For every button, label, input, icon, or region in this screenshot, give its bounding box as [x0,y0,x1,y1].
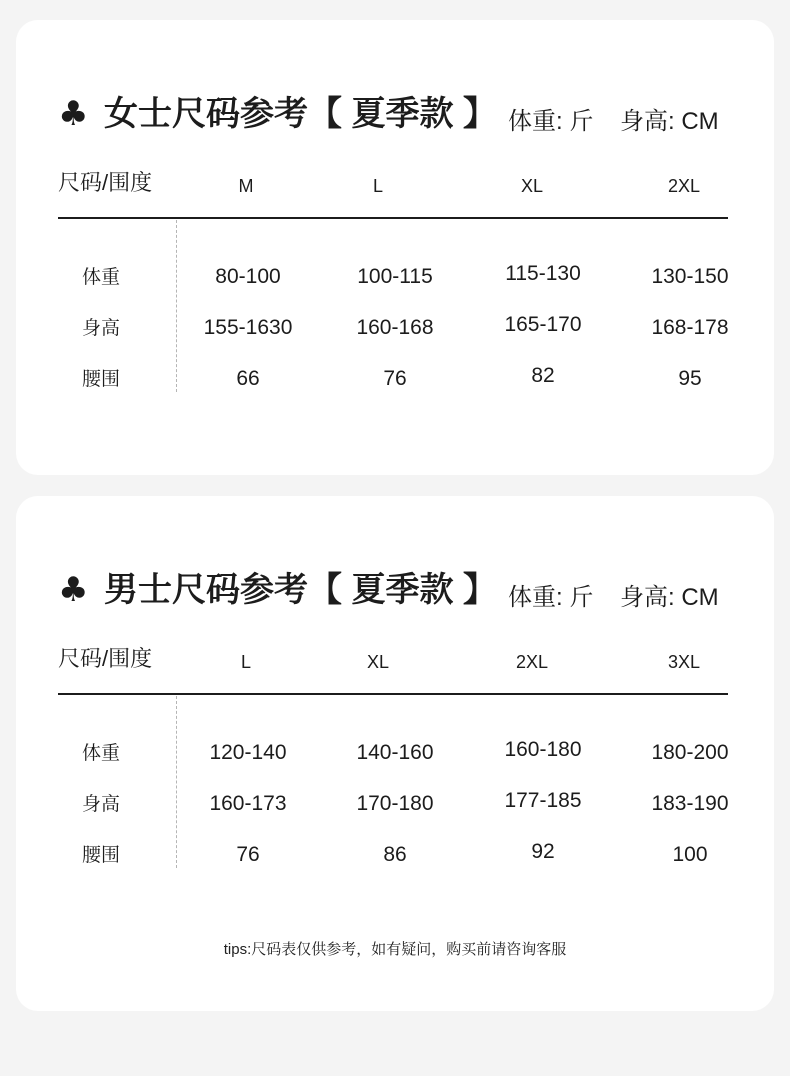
women-size-card [16,20,774,475]
table-cell: 130-150 [651,265,729,288]
table-cell: 165-170 [504,313,582,336]
club-icon: ♣ [58,94,89,134]
table-cell: 168-178 [651,316,729,339]
weight-unit: 体重: 斤 [508,584,594,611]
table-cell: 170-180 [356,792,434,815]
size-header: L [240,652,251,672]
tips-note: tips:尺码表仅供参考，如有疑问，购买前请咨询客服 [223,941,567,958]
size-header: 2XL [667,176,701,196]
table-cell: 100-115 [357,265,433,288]
table-cell: 115-130 [505,262,581,285]
table-cell: 80-100 [215,265,281,288]
size-header: 2XL [515,652,549,672]
row-label-weight: 体重 [81,267,120,288]
row-label-height: 身高 [81,318,120,339]
table-cell: 160-173 [209,792,287,815]
table-cell: 86 [383,843,407,866]
row-label-waist: 腰围 [81,369,120,390]
table-cell: 177-185 [504,789,582,812]
table-cell: 180-200 [651,741,729,764]
table-cell: 120-140 [209,741,287,764]
size-header: XL [366,652,390,672]
row-label-weight: 体重 [81,743,120,764]
size-header: 3XL [667,652,701,672]
height-unit: 身高: CM [620,584,719,611]
header-divider [58,693,728,695]
men-size-card [16,496,774,1011]
men-title: 男士尺码参考【 夏季款 】 [104,571,497,609]
club-icon: ♣ [58,570,89,610]
table-cell: 82 [531,364,555,387]
table-cell: 76 [383,367,407,390]
table-cell: 183-190 [651,792,729,815]
table-cell: 95 [678,367,702,390]
table-cell: 76 [236,843,260,866]
table-cell: 160-168 [356,316,434,339]
table-cell: 66 [236,367,260,390]
women-title: 女士尺码参考【 夏季款 】 [104,95,497,133]
header-label: 尺码/围度 [58,646,153,671]
table-cell: 155-1630 [203,316,293,339]
weight-unit: 体重: 斤 [508,108,594,135]
table-cell: 140-160 [356,741,434,764]
row-label-waist: 腰围 [81,845,120,866]
row-label-height: 身高 [81,794,120,815]
size-header: M [238,176,254,196]
height-unit: 身高: CM [620,108,719,135]
header-divider [58,217,728,219]
table-cell: 100 [672,843,708,866]
size-header: L [372,176,383,196]
table-cell: 160-180 [504,738,582,761]
size-header: XL [520,176,544,196]
header-label: 尺码/围度 [58,170,153,195]
table-cell: 92 [531,840,555,863]
